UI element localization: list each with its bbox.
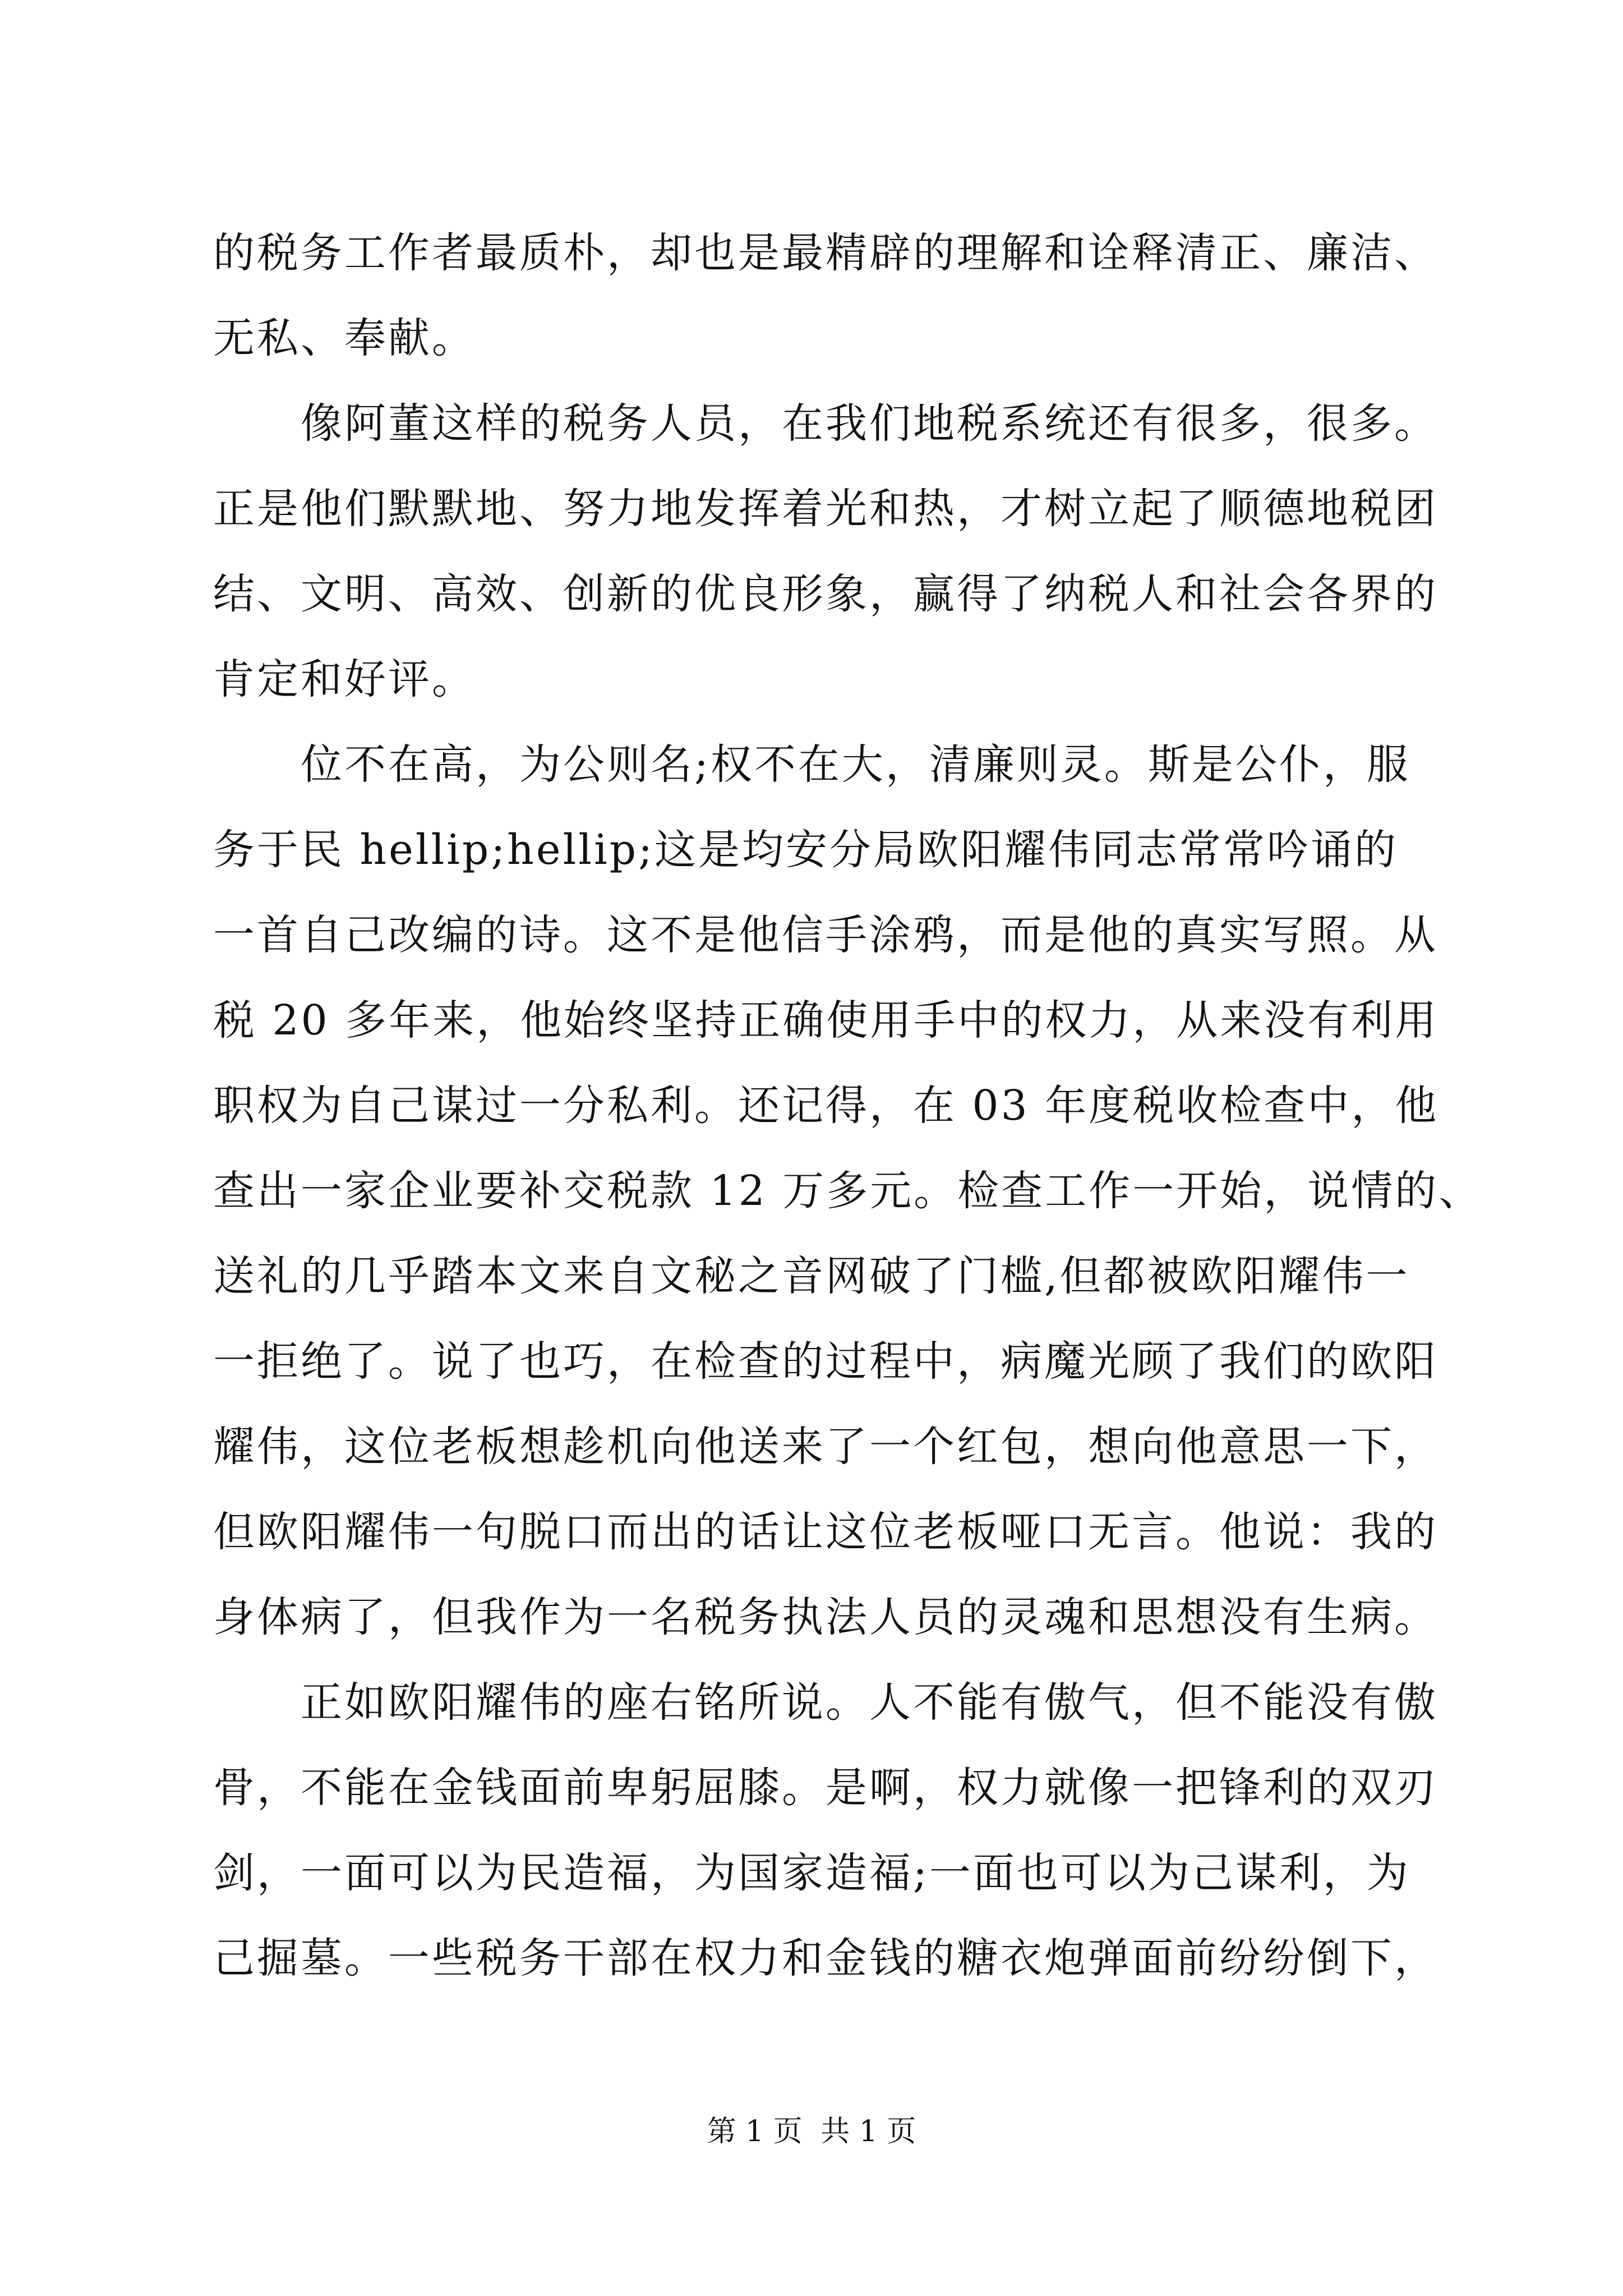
text-line: 像阿董这样的税务人员，在我们地税系统还有很多，很多。 [213, 399, 1438, 448]
text-line: 耀伟，这位老板想趁机向他送来了一个红包，想向他意思一下， [213, 1423, 1438, 1471]
text-line: 肯定和好评。 [213, 655, 476, 703]
text-line: 务于民 hellip;hellip;这是均安分局欧阳耀伟同志常常吟诵的 [213, 826, 1399, 874]
text-line: 正如欧阳耀伟的座右铭所说。人不能有傲气，但不能没有傲 [213, 1678, 1438, 1727]
text-line: 一拒绝了。说了也巧，在检查的过程中，病魔光顾了我们的欧阳 [213, 1337, 1438, 1386]
text-line: 骨，不能在金钱面前卑躬屈膝。是啊，权力就像一把锋利的双刃 [213, 1764, 1438, 1812]
text-line: 结、文明、高效、创新的优良形象，赢得了纳税人和社会各界的 [213, 570, 1438, 618]
text-line: 税 20 多年来，他始终坚持正确使用手中的权力，从来没有利用 [213, 996, 1439, 1045]
text-line: 但欧阳耀伟一句脱口而出的话让这位老板哑口无言。他说：我的 [213, 1508, 1438, 1556]
text-line: 查出一家企业要补交税款 12 万多元。检查工作一开始，说情的、 [213, 1167, 1483, 1215]
text-line: 位不在高，为公则名;权不在大，清廉则灵。斯是公仆，服 [213, 740, 1410, 789]
document-body [213, 210, 1483, 2001]
text-line: 己掘墓。一些税务干部在权力和金钱的糖衣炮弹面前纷纷倒下， [213, 1934, 1438, 1982]
text-line: 职权为自己谋过一分私利。还记得，在 03 年度税收检查中，他 [213, 1082, 1439, 1130]
text-line: 的税务工作者最质朴，却也是最精辟的理解和诠释清正、廉洁、 [213, 229, 1438, 277]
page-number: 第 1 页 [707, 2115, 803, 2148]
text-line: 身体病了，但我作为一名税务执法人员的灵魂和思想没有生病。 [213, 1593, 1438, 1641]
text-line: 一首自己改编的诗。这不是他信手涂鸦，而是他的真实写照。从 [213, 911, 1438, 959]
text-line: 正是他们默默地、努力地发挥着光和热，才树立起了顺德地税团 [213, 485, 1438, 533]
text-line: 送礼的几乎踏本文来自文秘之音网破了门槛,但都被欧阳耀伟一 [213, 1252, 1410, 1300]
text-line: 剑，一面可以为民造福，为国家造福;一面也可以为己谋利，为 [213, 1849, 1410, 1897]
text-line: 无私、奉献。 [213, 314, 476, 362]
page-footer [0, 2112, 1623, 2151]
page-total: 共 1 页 [820, 2115, 916, 2148]
